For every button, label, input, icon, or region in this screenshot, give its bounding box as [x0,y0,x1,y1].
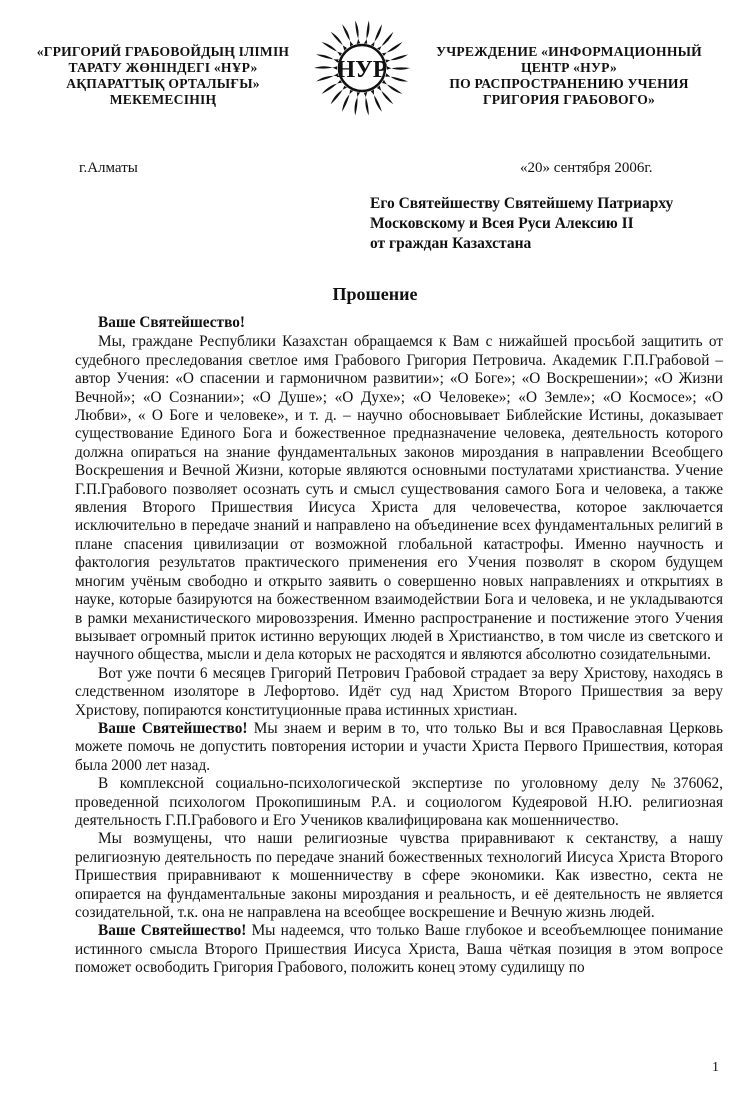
city: г.Алматы [79,160,138,176]
logo-ray [316,54,339,62]
logo-ray [377,32,393,51]
letter-date: «20» сентября 2006г. [520,160,653,176]
salutation-inline: Ваше Святейшество! [98,922,247,940]
paragraph-6-text: Мы надеемся, что только Ваше глубокое и всеобъемлющее понимание истинного смысла Второго Пришествия Иисуса Христа, Ваша чёткая позиция в этом вопросе поможет освободить Григория Грабового, положить конец этому судилищу по [75,922,723,977]
addressee-block [370,194,673,254]
logo-ray [342,90,353,112]
header-left-line: АҚПАРАТТЫҚ ОРТАЛЫҒЫ» [66,76,260,91]
logo-ray [364,92,369,116]
logo-text: НУР [336,57,388,83]
document-title: Прошение [332,284,418,304]
logo-ray [364,21,370,44]
addressee-line: Московскому и Всея Руси Алексию II [370,215,634,232]
header-left-line: МЕКЕМЕСІНІҢ [109,92,217,107]
addressee-line: от граждан Казахстана [370,235,532,252]
header-left-line: «ГРИГОРИЙ ГРАБОВОЙДЫҢ ІЛІМІН [36,44,290,59]
logo-ray [371,90,382,112]
header-right-line: УЧРЕЖДЕНИЕ «ИНФОРМАЦИОННЫЙ [436,44,702,59]
logo-ray [387,66,410,69]
header-left-org [22,44,304,108]
logo-ray [355,21,360,45]
salutation-inline: Ваше Святейшество! [98,719,248,737]
logo-ray [314,66,337,69]
paragraph-2: Вот уже почти 6 месяцев Григорий Петрович Грабовой страдает за веру Христову, находясь в следственном изоляторе в Лефортово. Идёт суд над Христом Второго Пришествия за веру Христову, попираются конституционные права истинных христиан. [75,664,723,719]
paragraph-3 [75,720,723,775]
header-right-line: ГРИГОРИЯ ГРАБОВОГО» [482,92,656,107]
header-right-org [424,44,714,108]
logo-ray [316,73,339,81]
logo-ray [371,24,382,46]
page-number: 1 [712,1060,719,1075]
header-right-line: ПО РАСПРОСТРАНЕНИЮ УЧЕНИЯ [449,76,689,91]
logo-ray [385,55,408,63]
addressee-line: Его Святейшеству Святейшему Патриарху [370,195,674,212]
paragraph-5: Мы возмущены, что наши религиозные чувства приравнивают к сектанству, а нашу религиозную деятельность по передаче знаний божественных технологий Иисуса Христа Второго Пришествия приравнивают к мошенничеству в сфере экономики. Как известно, секта не опирается на фундаментальные законы мироздания и реальность, и её деятельность не является созидательной, т.к. она не направлена на всеобщее воскрешение и Вечную жизнь людей. [75,830,723,921]
paragraph-3-text: Мы знаем и верим в то, что только Вы и вся Православная Церковь можете помочь не допустить повторения истории и участи Христа Первого Пришествия, которая была 2000 лет назад. [75,719,723,774]
paragraph-4: В комплексной социально-психологической экспертизе по уголовному делу №376062, проведенной психологом Прокопишиным Р.А. и социологом Кудеяровой Н.Ю. религиозная деятельность Г.П.Грабового и Его Учеников квалифицирована как мошенничество. [75,775,723,829]
logo-ray [322,42,342,56]
logo-ray [385,73,408,81]
paragraph-1: Мы, граждане Республики Казахстан обращаемся к Вам с нижайшей просьбой защитить от судебного преследования светлое имя Грабового Григория Петровича. Академик Г.П.Грабовой – автор Учения: «О спасении и гармоничном развитии»; «О Боге»; «О Воскрешении»; «О Жизни Вечной»; «О Сознании»; «О Душе»; «О Духе»; «О Человеке»; «О Земле»; «О Космосе»; «О Любви», « О Боге и человеке», и т. д. – научно обосновывает Библейские Истины, доказывает существование Единого Бога и божественное предназначение человека, деятельность которого должна опираться на знание фундаментальных законов мироздания в направлении Всеобщего Воскрешения и Вечной Жизни, которые являются основными постулатами христианства. Учение Г.П.Грабового позволяет осознать суть и смысл существования самого Бога и человека, а также явления Второго Пришествия Иисуса Христа для человечества, которое заключается исключительно в передаче знаний и направлено на объединение всех фундаментальных религий в плане спасения цивилизации от возможной глобальной катастрофы. Именно научность и фактология результатов практического применения его Учения позволят в скором будущем многим учёным свободно и открыто заявить о совершенно новых направлениях и открытиях в науке, которые базируются на божественном взаимодействии Бога и человека, и не укладываются в рамки механистического мировоззрения. Именно распространение и постижение этого Учения вызывает огромный приток истинно верующих людей в Христианство, в том числе из светского и научного общества, мысли и дела которых не расходятся и являются абсолютно созидательными. [75,333,723,664]
salutation: Ваше Святейшество! [98,314,245,331]
logo-ray [342,24,353,46]
header-left-line: ТАРАТУ ЖӨНІНДЕГІ «НҰР» [68,60,258,75]
logo-ray [355,92,361,115]
logo-ray [331,86,347,105]
header-right-line: ЦЕНТР «НУР» [521,60,617,75]
logo-ray [382,42,402,56]
nur-sun-logo [304,18,420,118]
letter-body [75,314,723,978]
paragraph-6 [75,922,723,977]
